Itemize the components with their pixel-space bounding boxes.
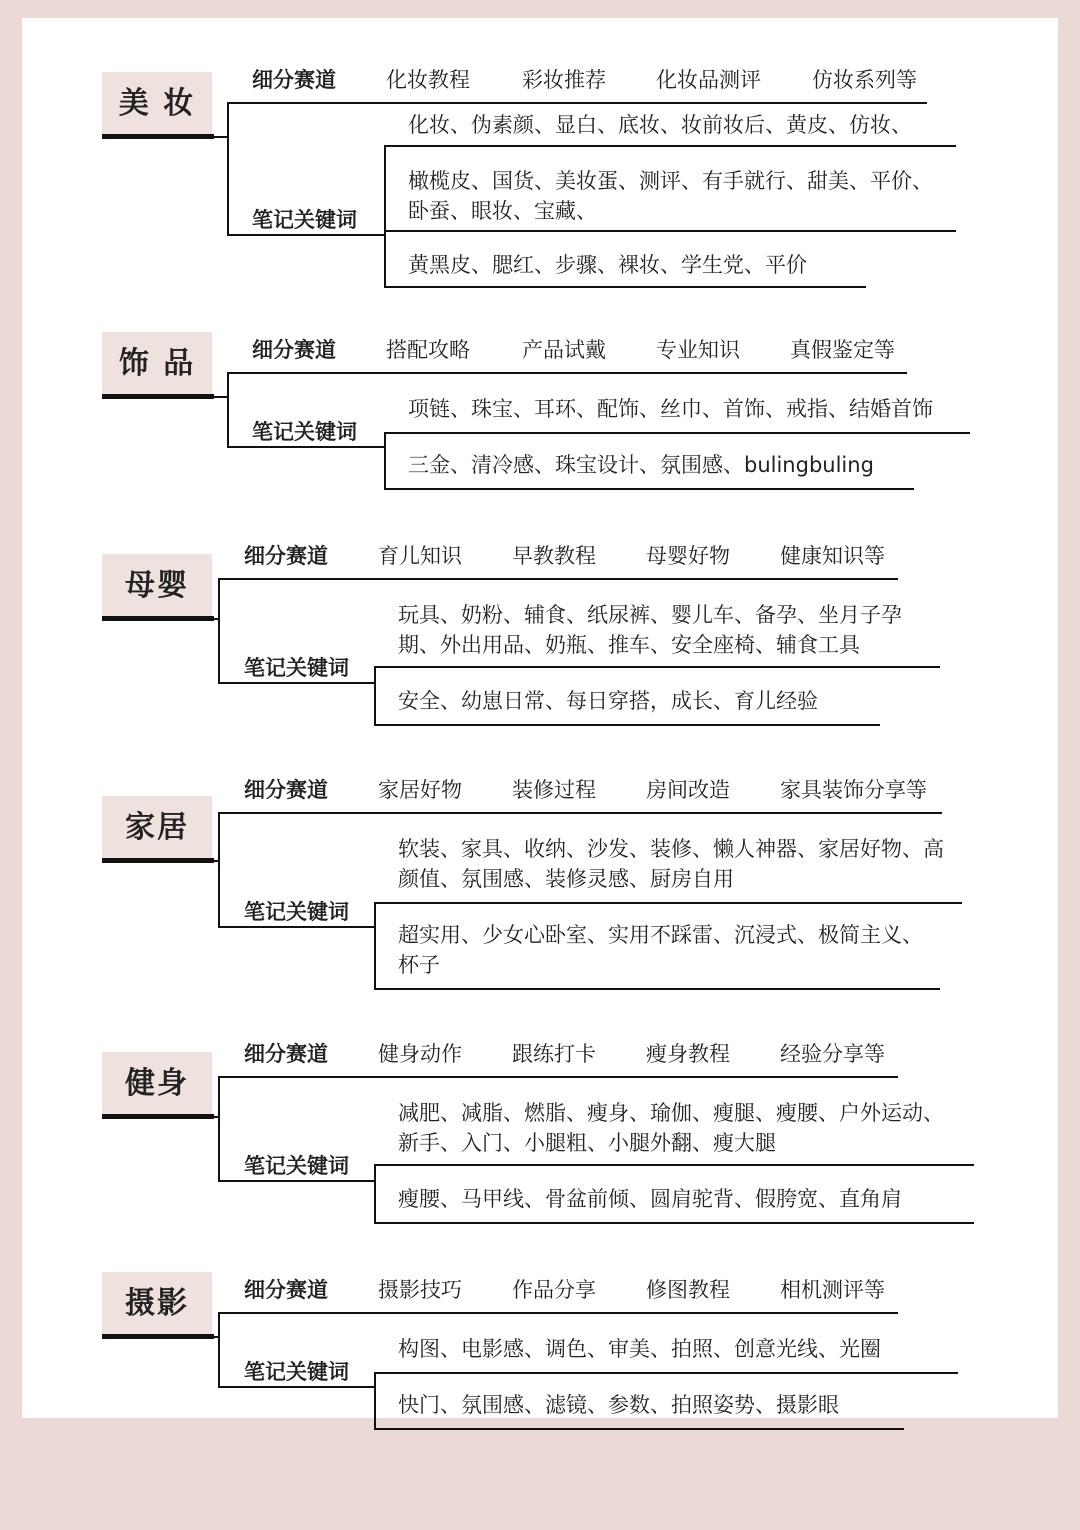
keyword-label: 笔记关键词 [252,208,357,232]
keyword-line: 化妆、伪素颜、显白、底妆、妆前妆后、黄皮、仿妆、 [408,113,912,137]
keyword-underline [384,432,970,434]
keyword-line: 玩具、奶粉、辅食、纸尿裤、婴儿车、备孕、坐月子孕期、外出用品、奶瓶、推车、安全座椅、辅食工具 [398,603,902,657]
connector-line [374,1372,376,1430]
category-underline [102,1114,214,1119]
keyword-label: 笔记关键词 [244,1154,349,1178]
track-item: 真假鉴定等 [790,338,895,362]
track-label: 细分赛道 [252,68,336,92]
track-item: 化妆品测评 [656,68,761,92]
connector-line [384,432,386,490]
keyword-label-underline [218,926,376,928]
connector-line [227,102,229,236]
track-item: 相机测评等 [780,1278,885,1302]
track-item: 健康知识等 [780,544,885,568]
connector-line [218,1076,220,1182]
connector-line [218,1312,220,1388]
category-label: 健身 [125,1066,189,1101]
keyword-label-underline [227,446,386,448]
keyword-line: 安全、幼崽日常、每日穿搭，成长、育儿经验 [398,689,818,713]
category-label: 家居 [125,810,189,845]
track-underline [218,1312,898,1314]
track-item: 搭配攻略 [386,338,470,362]
keyword-label-underline [218,682,376,684]
track-item: 育儿知识 [378,544,462,568]
track-item: 作品分享 [512,1278,596,1302]
category-underline [102,394,214,399]
keyword-line: 瘦腰、马甲线、骨盆前倾、圆肩驼背、假胯宽、直角肩 [398,1187,902,1211]
track-item: 早教教程 [512,544,596,568]
track-item: 房间改造 [646,778,730,802]
track-item: 修图教程 [646,1278,730,1302]
category-underline [102,616,214,621]
category-section [22,40,1058,300]
track-item: 彩妆推荐 [522,68,606,92]
track-label: 细分赛道 [244,544,328,568]
keyword-underline [374,988,940,990]
keyword-underline [384,145,956,147]
track-label: 细分赛道 [244,1278,328,1302]
track-item: 母婴好物 [646,544,730,568]
keyword-underline [384,488,914,490]
track-item: 经验分享等 [780,1042,885,1066]
keyword-line: 减肥、减脂、燃脂、瘦身、瑜伽、瘦腿、瘦腰、户外运动、新手、入门、小腿粗、小腿外翻、瘦大腿 [398,1101,944,1155]
category-section [22,770,1058,1030]
keyword-line: 超实用、少女心卧室、实用不踩雷、沉浸式、极简主义、杯子 [398,923,923,977]
keyword-label: 笔记关键词 [244,656,349,680]
track-label: 细分赛道 [244,778,328,802]
category-label: 母婴 [125,568,189,603]
track-underline [218,812,942,814]
category-underline [102,858,214,863]
track-item: 瘦身教程 [646,1042,730,1066]
keyword-label: 笔记关键词 [244,900,349,924]
keyword-line: 构图、电影感、调色、审美、拍照、创意光线、光圈 [398,1337,881,1361]
keyword-underline [374,1222,974,1224]
connector-line [374,1164,376,1224]
keyword-underline [374,1428,904,1430]
track-underline [218,578,898,580]
keyword-label-underline [218,1180,376,1182]
track-underline [227,102,927,104]
track-item: 化妆教程 [386,68,470,92]
track-item: 跟练打卡 [512,1042,596,1066]
keyword-line: 橄榄皮、国货、美妆蛋、测评、有手就行、甜美、平价、卧蚕、眼妆、宝藏、 [408,169,933,223]
keyword-line: 软装、家具、收纳、沙发、装修、懒人神器、家居好物、高颜值、氛围感、装修灵感、厨房自用 [398,837,944,891]
category-label: 摄影 [125,1286,189,1321]
keyword-underline [374,1164,974,1166]
keyword-line: 项链、珠宝、耳环、配饰、丝巾、首饰、戒指、结婚首饰 [408,397,933,421]
track-item: 家居好物 [378,778,462,802]
connector-line [218,812,220,928]
keyword-label-underline [227,234,386,236]
keyword-underline [374,1372,958,1374]
keyword-underline [384,230,956,232]
track-underline [227,372,907,374]
connector-line [374,902,376,990]
category-section [22,536,1058,796]
category-label: 饰 品 [118,346,196,381]
keyword-line: 黄黑皮、腮红、步骤、裸妆、学生党、平价 [408,253,807,277]
track-item: 装修过程 [512,778,596,802]
keyword-underline [374,902,962,904]
track-item: 产品试戴 [522,338,606,362]
connector-line [374,666,376,726]
track-label: 细分赛道 [244,1042,328,1066]
category-section [22,1270,1058,1530]
keyword-label: 笔记关键词 [252,420,357,444]
track-item: 家具装饰分享等 [780,778,927,802]
keyword-line: 快门、氛围感、滤镜、参数、拍照姿势、摄影眼 [398,1393,839,1417]
track-label: 细分赛道 [252,338,336,362]
connector-line [384,145,386,288]
track-item: 健身动作 [378,1042,462,1066]
track-item: 专业知识 [656,338,740,362]
keyword-underline [384,286,866,288]
category-section [22,1034,1058,1294]
category-label: 美 妆 [118,86,196,121]
keyword-line: 三金、清冷感、珠宝设计、氛围感、bulingbuling [408,453,874,477]
track-item: 仿妆系列等 [812,68,917,92]
keyword-underline [374,724,880,726]
keyword-label-underline [218,1386,376,1388]
connector-line [218,578,220,684]
keyword-label: 笔记关键词 [244,1360,349,1384]
keyword-underline [374,666,940,668]
mindmap-card [22,18,1058,1418]
track-item: 摄影技巧 [378,1278,462,1302]
category-underline [102,134,214,139]
track-underline [218,1076,898,1078]
category-underline [102,1334,214,1339]
connector-line [227,372,229,448]
